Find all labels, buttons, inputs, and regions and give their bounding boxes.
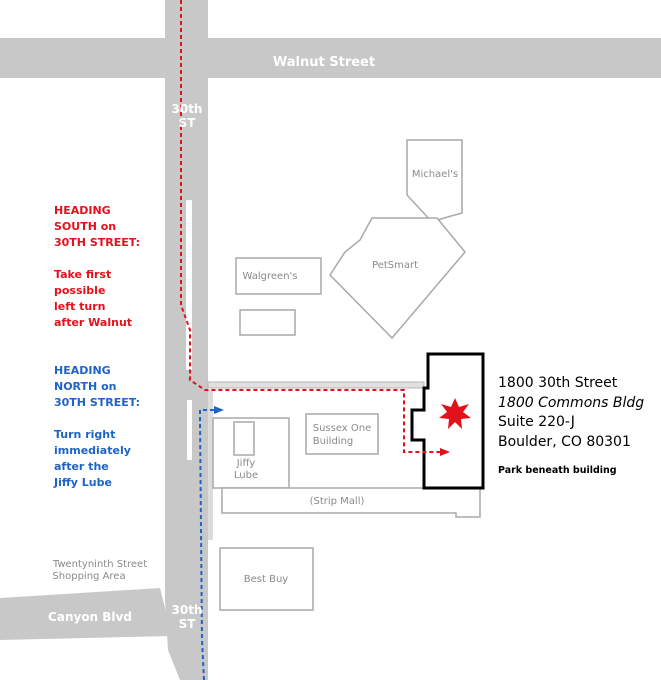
petsmart-building — [330, 218, 465, 338]
south-instruction-line: possible — [54, 284, 106, 297]
twentyninth-label: Shopping Area — [52, 571, 126, 582]
south-instruction-line: left turn — [54, 300, 106, 313]
thirtieth-street-label-bottom: 30th — [171, 603, 203, 617]
canyon-blvd-label: Canyon Blvd — [48, 610, 132, 624]
north-heading-line: HEADING — [54, 364, 111, 377]
address-suite: Suite 220-J — [498, 414, 575, 430]
north-directions — [54, 363, 140, 491]
north-instruction-line: after the — [54, 460, 109, 473]
south-heading-line: 30TH STREET: — [54, 236, 141, 249]
north-heading-line: 30TH STREET: — [54, 396, 141, 409]
thirtieth-street-label-top: ST — [178, 116, 196, 130]
north-instruction-line: immediately — [54, 444, 131, 457]
michaels-building — [407, 140, 462, 222]
driveway — [208, 382, 424, 388]
jiffy-lube-label: Lube — [233, 470, 259, 481]
commons-building — [412, 354, 483, 488]
thirtieth-street-label-bottom: ST — [178, 617, 196, 631]
destination-address — [498, 374, 644, 452]
north-instruction-line: Jiffy Lube — [54, 476, 112, 489]
address-street: 1800 30th Street — [498, 375, 618, 391]
south-heading-line: HEADING — [54, 204, 111, 217]
jiffy-lube-label: Jiffy — [236, 458, 256, 469]
small-building — [240, 310, 295, 335]
strip-mall-label: (Strip Mall) — [309, 496, 365, 507]
walgreens-label: Walgreen's — [242, 271, 298, 282]
walnut-street-label: Walnut Street — [272, 55, 376, 70]
michaels-label: Michael's — [411, 169, 459, 180]
south-instruction-line: Take first — [54, 268, 112, 281]
south-instruction-line: after Walnut — [54, 316, 133, 329]
sussex-label: Building — [312, 436, 354, 447]
sussex-label: Sussex One — [312, 423, 372, 434]
twentyninth-label: Twentyninth Street — [52, 559, 148, 570]
petsmart-label: PetSmart — [372, 260, 418, 271]
south-heading-line: SOUTH on — [54, 220, 117, 233]
sussex-building — [306, 414, 378, 454]
address-building: 1800 Commons Bldg — [498, 394, 645, 411]
parking-note: Park beneath building — [498, 465, 617, 476]
south-directions — [54, 203, 140, 331]
median-strip — [187, 400, 192, 460]
address-city: Boulder, CO 80301 — [498, 433, 631, 450]
north-heading-line: NORTH on — [54, 380, 117, 393]
north-route-arrow — [214, 406, 224, 414]
thirtieth-street-label-top: 30th — [171, 102, 203, 116]
jiffy-lube-building — [234, 422, 254, 455]
best-buy-label: Best Buy — [243, 574, 289, 585]
north-instruction-line: Turn right — [54, 428, 116, 441]
